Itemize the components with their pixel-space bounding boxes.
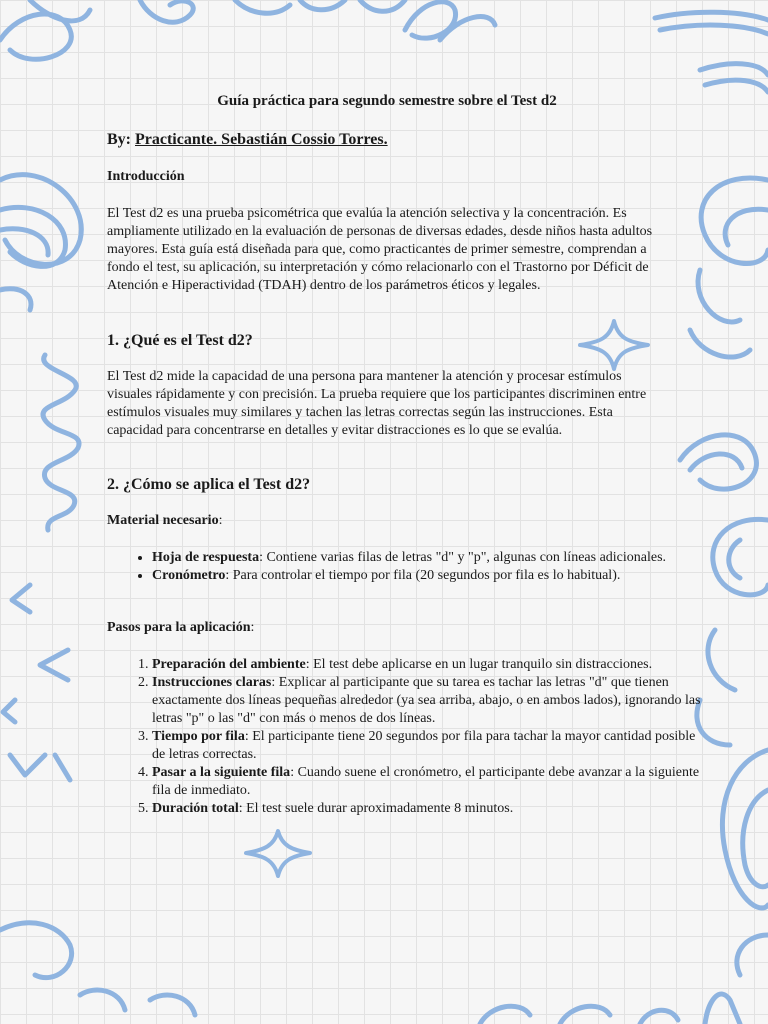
- list-item: [152, 764, 712, 800]
- list-item: [152, 674, 712, 728]
- material-label: Material necesario:: [107, 513, 223, 528]
- intro-paragraph: El Test d2 es una prueba psicométrica que evalúa la atención selectiva y la concentración. Es ampliamente utilizado en la evaluación de personas de diversas edades, desde niños hasta adultos mayores. Esta guía está diseñada para que, como practicantes de primer semestre, comprendan a fondo el test, su aplicación, su interpretación y cómo relacionarlo con el Trastorno por Déficit de Atención e Hiperactividad (TDAH) dentro de los parámetros éticos y legales.: [107, 206, 653, 293]
- scribble-decoration: [722, 750, 768, 908]
- list-item: [152, 728, 712, 764]
- scribble-decoration: [80, 990, 195, 1015]
- by-label: By:: [107, 131, 131, 148]
- list-item-desc: : Explicar al participante que su tarea es tachar las letras "d" que tienen exactamente dos líneas pequeñas alrededor (ya sea arriba, abajo, o en ambos lados), ignorando las letras "p" o las "d" con más o menos de dos líneas.: [152, 675, 701, 726]
- scribble-decoration: [0, 289, 31, 310]
- scribble-decoration: [737, 935, 768, 975]
- list-item-term: Cronómetro: [152, 568, 226, 583]
- scribble-decoration: [480, 1006, 678, 1024]
- list-item-term: Pasar a la siguiente fila: [152, 765, 291, 780]
- scribble-decoration: [140, 0, 193, 22]
- sparkle-star-icon: [246, 831, 310, 876]
- sparkle-star-icon: [580, 321, 648, 369]
- list-item-term: Tiempo por fila: [152, 729, 245, 744]
- steps-list: [107, 656, 712, 818]
- steps-label-text: Pasos para la aplicación: [107, 620, 251, 635]
- list-item-term: Instrucciones claras: [152, 675, 272, 690]
- list-item-desc: : El participante tiene 20 segundos por fila para tachar la mayor cantidad posible de letras correctas.: [152, 729, 696, 762]
- zigzag-decoration: [43, 355, 79, 530]
- scribble-decoration: [405, 2, 495, 40]
- author-line: [107, 131, 388, 149]
- scribble-decoration: [705, 994, 740, 1024]
- list-item-desc: : Cuando suene el cronómetro, el participante debe avanzar a la siguiente fila de inmediato.: [152, 765, 700, 798]
- list-item-desc: : Para controlar el tiempo por fila (20 segundos por fila es lo habitual).: [225, 568, 621, 583]
- list-item-desc: : El test suele durar aproximadamente 8 minutos.: [238, 801, 514, 816]
- author-name: Practicante. Sebastián Cossio Torres.: [135, 131, 388, 148]
- scribble-decoration: [680, 435, 756, 489]
- scribble-decoration: [701, 178, 768, 263]
- chevron-decoration: [12, 585, 30, 612]
- list-item: [152, 656, 712, 674]
- list-item-term: Duración total: [152, 801, 239, 816]
- scribble-decoration: [235, 0, 405, 13]
- chevron-decoration: [3, 700, 15, 722]
- chevron-decoration: [40, 650, 68, 680]
- list-item-desc: : Contiene varias filas de letras "d" y "p", algunas con líneas adicionales.: [259, 550, 667, 565]
- steps-label: Pasos para la aplicación:: [107, 620, 255, 635]
- section-1-paragraph: El Test d2 mide la capacidad de una persona para mantener la atención y procesar estímulos visuales rápidamente y con precisión. La prueba requiere que los participantes discriminen entre estímulos visuales muy similares y tachen las letras correctas según las instrucciones. Esta capacidad para concentrarse en detalles y evitar distracciones es lo que se evalúa.: [107, 369, 647, 438]
- section-1-heading: 1. ¿Qué es el Test d2?: [107, 332, 253, 349]
- scribble-decoration: [655, 12, 768, 34]
- materials-list: [107, 549, 712, 585]
- list-item: [152, 549, 712, 567]
- scribble-decoration: [713, 519, 768, 594]
- chevron-decoration: [10, 755, 70, 780]
- list-item-term: Preparación del ambiente: [152, 657, 306, 672]
- material-label-text: Material necesario: [107, 513, 219, 528]
- section-2-heading: 2. ¿Cómo se aplica el Test d2?: [107, 476, 311, 493]
- list-item-desc: : El test debe aplicarse en un lugar tranquilo sin distracciones.: [305, 657, 653, 672]
- scribble-decoration: [0, 0, 90, 59]
- document-title: Guía práctica para segundo semestre sobre el Test d2: [217, 93, 557, 109]
- list-item-term: Hoja de respuesta: [152, 550, 260, 565]
- scribble-decoration: [690, 270, 750, 357]
- scribble-decoration: [0, 923, 72, 978]
- list-item: [152, 800, 712, 818]
- scribble-decoration: [0, 175, 81, 267]
- intro-heading: Introducción: [107, 169, 185, 184]
- list-item: [152, 567, 712, 585]
- scribble-decoration: [700, 64, 768, 92]
